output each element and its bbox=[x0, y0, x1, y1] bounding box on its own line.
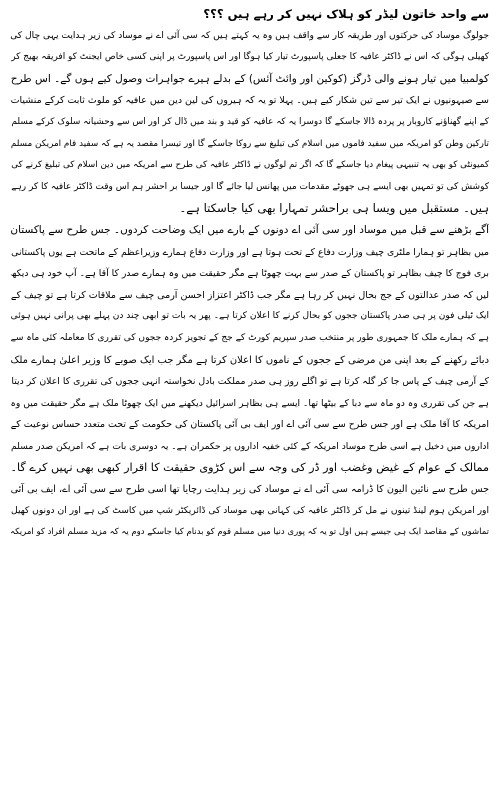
text-line-7: تارکین وطن کو امریکہ میں سفید فاموں میں اسلام کی تبلیغ سے روکا جاسکے گا اور تیسرا مقصد یہ ہے کہ سفید فام امریکن مسلم bbox=[10, 138, 489, 149]
text-line-9: کوشش کی تو تمہیں بھی ایسے ہی جھوٹے مقدمات میں پھانس لیا جائے گا اور جیسا بر احشر ہم اس وقت ڈاکٹر عافیہ کا کر رہے bbox=[11, 181, 489, 192]
text-line-4: کولمبیا میں تیار ہونے والی ڈرگز (کوکین اور وائٹ آئس) کے بدلے ہیرے جواہرات وصول کیے ہوں گے۔ اس طرح bbox=[10, 72, 489, 85]
text-line-21: اداروں میں دخیل ہے اسی طرح موساد امریکہ کے کئی خفیہ اداروں پر حکمران ہے۔ یہ دوسری بات ہے کہ امریکن صدر مسلم bbox=[11, 440, 489, 452]
text-line-2: جولوگ موساد کی حرکتوں اور طریقہ کار سے واقف ہیں وہ یہ کہتے ہیں کہ سی آئی اے نے موساد کی زیر ہدایت یہی چال کی bbox=[10, 30, 489, 41]
text-line-16: ہے کہ ہمارے ملک کا جمہوری طور پر منتخب صدر سپریم کورٹ کے جج کے تجویز کردہ ججوں کی تقرری کا معاملہ کئی ماہ سے bbox=[10, 332, 489, 343]
text-line-19: ہے جن کی تقرری وہ دو ماہ سے دبا کے بیٹھا تھا۔ ایسے ہی بظاہر اسرائیل دیکھنے میں ایک چھوٹا ملک ہے مگر حقیقت میں وہ bbox=[10, 397, 489, 409]
text-line-15: ایک ٹیلی فون پر ہی صدر پاکستان ججوں کو بحال کرنے کا اعلان کرتا ہے۔ پھر یہ بات تو ابھی چند دن پہلے بھی پرانی نہیں ہوئی bbox=[10, 311, 489, 322]
text-line-23: جس طرح سے نائین الیون کا ڈرامہ سی آئی اے نے موساد کی زیر ہدایت رچایا تھا اسی طرح سے سی آئی اے، ایف بی آئی bbox=[10, 484, 489, 496]
text-line-5: سے صیہونیوں نے ایک تیر سے تین شکار کیے ہیں۔ پہلا تو یہ کہ ہیروں کی لین دین میں عافیہ کو ملوث ثابت کرکے منشیات bbox=[10, 95, 489, 107]
text-line-18: کے آرمی چیف کے پاس جا کر گلہ کرتا ہے تو اگلے روز ہی صدر مملکت بادل نخواستہ انہی ججوں کی تقرری کا اعلان کر دیتا bbox=[11, 376, 489, 388]
text-line-10: ہیں۔ مستقبل میں ویسا ہی براحشر تمہارا بھی کیا جاسکتا ہے۔ bbox=[179, 201, 489, 216]
text-line-11: آگے بڑھنے سے قبل میں موساد اور سی آئی اے دونوں کے بارے میں ایک وضاحت کردوں۔ جس طرح سے پاکستان bbox=[10, 223, 489, 236]
text-line-20: امریکہ کا آقا ملک ہے اور جس طرح سے سی آئی اے اور ایف بی آئی پاکستان کی حکومت کے تحت متعدد حساس نوعیت کے bbox=[10, 419, 489, 431]
text-line-17: دبائے رکھنے کے بعد اپنی من مرضی کے ججوں کے ناموں کا اعلان کرتا ہے مگر جب ایک صوبے کا وزیر اعلیٰ ہمارے ملک bbox=[10, 354, 489, 366]
text-line-14: لیں کہ صدر عدالتوں کے جج بحال نہیں کر رہا ہے مگر جب ڈاکٹر اعتزاز احسن آرمی چیف سے ملاقات کرتا ہے تو چیف کے bbox=[10, 289, 489, 301]
text-line-13: بری فوج کا چیف بظاہر تو پاکستان کے صدر سے بہت چھوٹا ہے مگر حقیقت میں وہ ہمارے صدر کا آقا ہے۔ آپ خود ہی دیکھ bbox=[10, 268, 489, 280]
text-line-3: کھیلی ہوگی کہ اس نے ڈاکٹر عافیہ کا جعلی پاسپورٹ تیار کیا ہوگا اور اس پاسپورٹ پر اپنی کسی خاص ایجنٹ کو افریقہ بھیج کر bbox=[11, 52, 489, 63]
text-line-22: ممالک کے عوام کے غیض وغضب اور ڈر کی وجہ سے اس کڑوی حقیقت کا اقرار کبھی بھی نہیں کرے گا۔ bbox=[10, 461, 489, 475]
text-line-6: کے اپنے گھناؤنے کاروبار پر پردہ ڈالا جاسکے گا دوسرا یہ کہ عافیہ کو قید و بند میں ڈال کر اور اس سے وحشیانہ سلوک کرکے مسلم bbox=[11, 116, 489, 127]
text-line-1: سے واحد خاتون لیڈر کو ہلاک نہیں کر رہے ہیں ؟؟؟ bbox=[203, 7, 489, 21]
text-line-8: کمیونٹی کو بھی یہ تنبیہی پیغام دیا جاسکے گا کہ اگر تم لوگوں نے ڈاکٹر عافیہ کی طرح سے امریکہ میں دین اسلام کی تبلیغ کرنے کی bbox=[11, 160, 489, 171]
text-line-24: اور امریکن ہوم لینڈ تینوں نے مل کر ڈاکٹر عافیہ کی کہانی بھی موساد کی ڈائریکٹر شپ میں کاسٹ کی ہے اور ان دونوں کھیل bbox=[11, 505, 489, 516]
text-line-25: تماشوں کے مقاصد ایک ہی جیسے ہیں اول تو یہ کہ پوری دنیا میں مسلم قوم کو بدنام کیا جاسکے دوم یہ کہ مزید مسلم افراد کو امریکہ bbox=[10, 527, 489, 538]
text-line-12: میں بظاہر تو ہمارا ملٹری چیف وزارت دفاع کے تحت ہوتا ہے اور وزارت دفاع ہمارے وزیراعظم کے ماتحت ہے یوں پاکستانی bbox=[11, 246, 489, 258]
